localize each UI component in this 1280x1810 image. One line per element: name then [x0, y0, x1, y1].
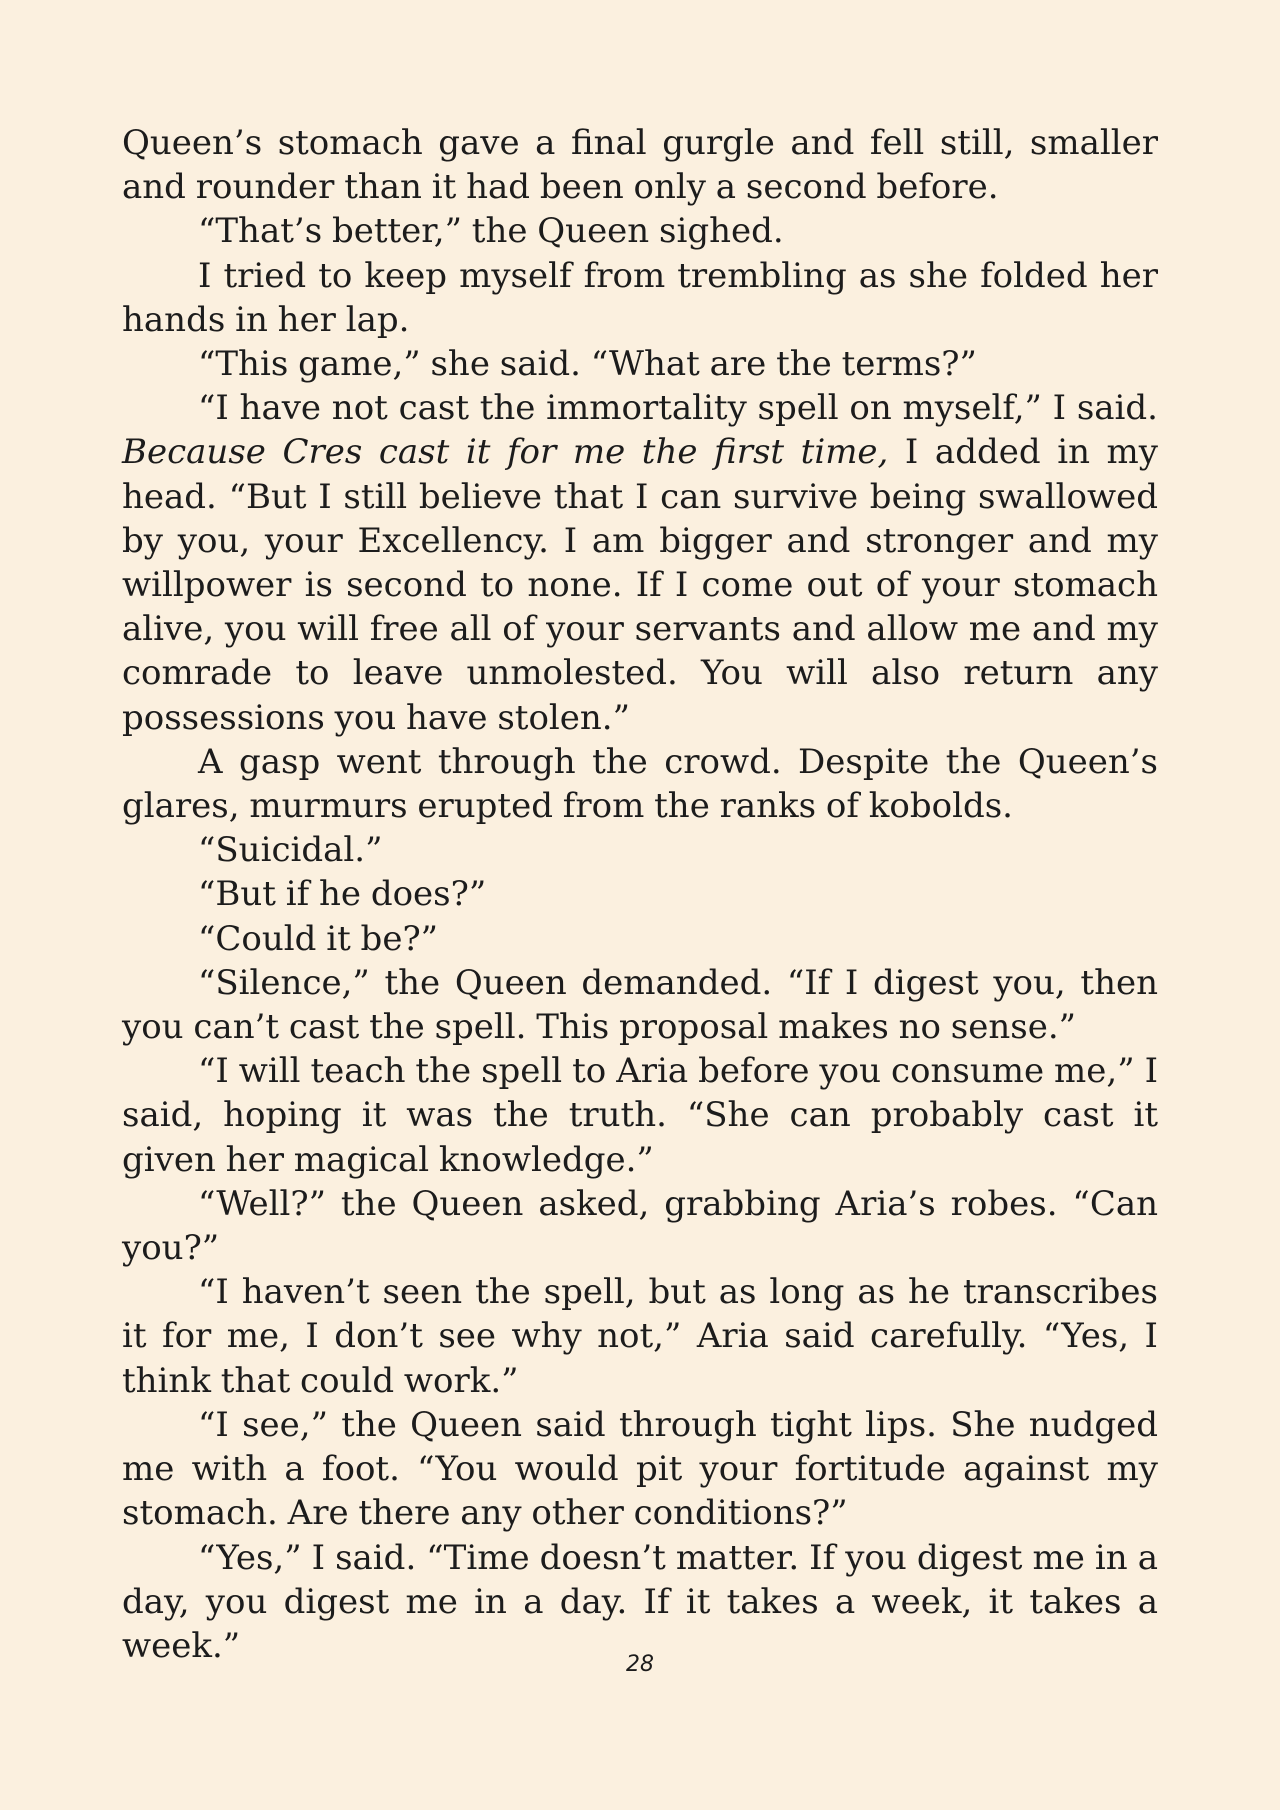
paragraph: A gasp went through the crowd. Despite the Queen’s glares, murmurs erupted from the ranks of kobolds. — [122, 741, 1158, 827]
paragraph — [122, 386, 1158, 740]
paragraph: “I will teach the spell to Aria before you consume me,” I said, hoping it was the truth. “She can probably cast it given her magical knowledge.” — [122, 1051, 1158, 1180]
italic-thought: Because Cres cast it for me the first time, — [122, 432, 889, 473]
page-body — [122, 121, 1158, 1668]
page-number: 28 — [626, 1652, 654, 1677]
paragraph-text: “I have not cast the immortality spell on myself,” I said. — [198, 388, 1158, 429]
paragraph: “Silence,” the Queen demanded. “If I digest you, then you can’t cast the spell. This proposal makes no sense.” — [122, 962, 1158, 1048]
paragraph: “I see,” the Queen said through tight lips. She nudged me with a foot. “You would pit your fortitude against my stomach. Are there any other conditions?” — [122, 1404, 1158, 1534]
paragraph: “Well?” the Queen asked, grabbing Aria’s robes. “Can you?” — [122, 1183, 1158, 1269]
paragraph: I tried to keep myself from trembling as she folded her hands in her lap. — [122, 255, 1158, 340]
paragraph: “Yes,” I said. “Time doesn’t matter. If you digest me in a day, you digest me in a day. If it takes a week, it takes a week.” — [122, 1537, 1158, 1666]
paragraph: “Suicidal.” — [198, 830, 383, 871]
paragraph: “That’s better,” the Queen sighed. — [198, 211, 784, 252]
paragraph: “I haven’t seen the spell, but as long as he transcribes it for me, I don’t see why not,” Aria said carefully. “Yes, I think that could work.” — [122, 1272, 1158, 1401]
paragraph: “But if he does?” — [198, 874, 487, 915]
paragraph: “This game,” she said. “What are the terms?” — [198, 344, 977, 385]
paragraph: Queen’s stomach gave a final gurgle and fell still, smaller and rounder than it had been only a second before. — [122, 123, 1158, 208]
paragraph: “Could it be?” — [198, 918, 439, 959]
paragraph-text: I added in my head. “But I still believe that I can survive being swallowed by you, your Excellency. I am bigger and stronger and my willpower is second to none. If I come out of your stomach alive, you will free all of your servants and allow me and my comrade to leave unmolested. You will also return any possessions you have stolen.” — [122, 432, 1158, 738]
